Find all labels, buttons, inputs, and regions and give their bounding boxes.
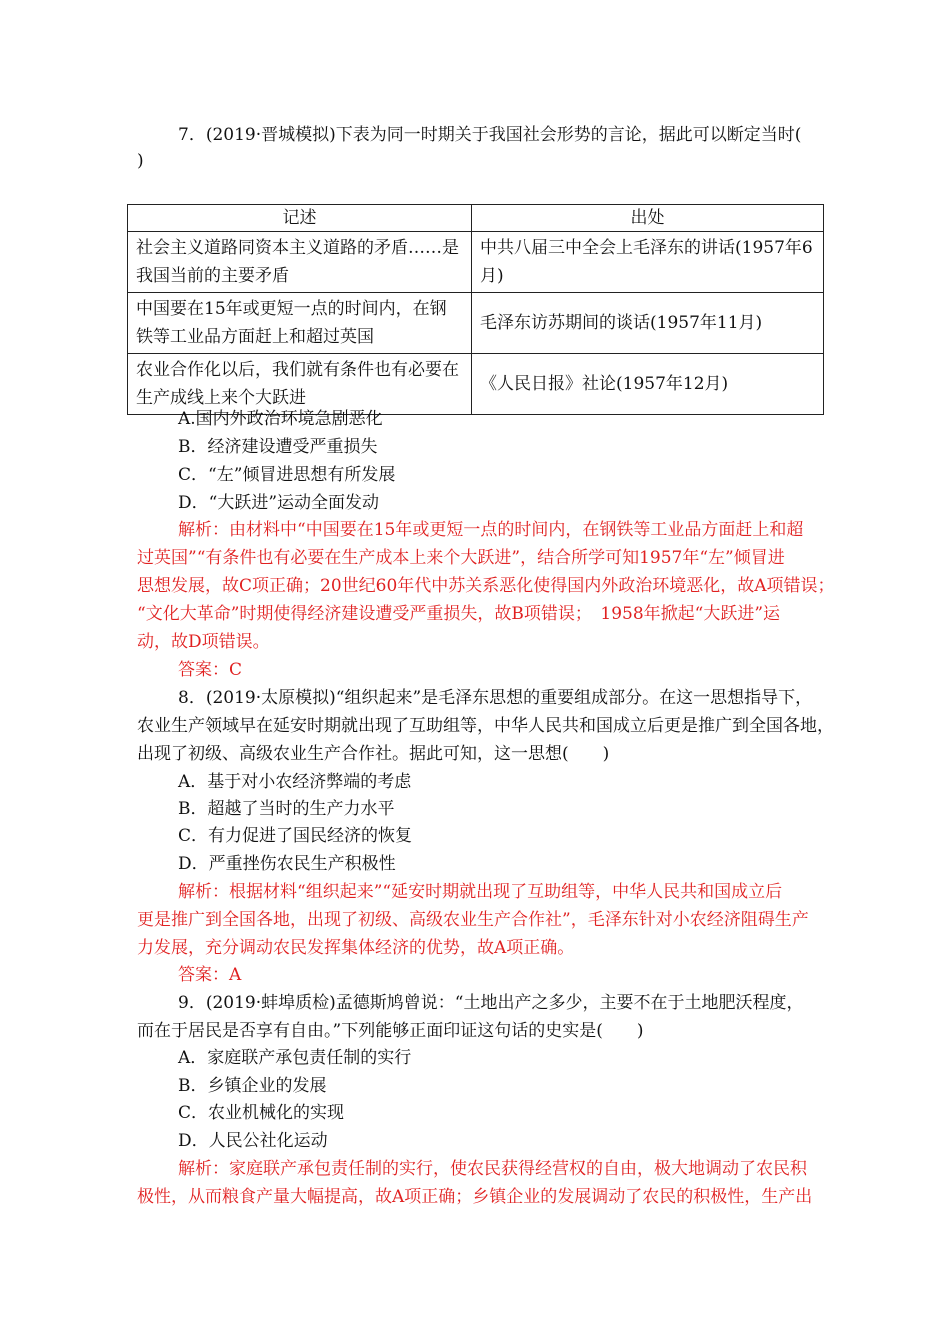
table-row xyxy=(128,354,824,415)
q9-option-a: A．家庭联产承包责任制的实行 xyxy=(178,1048,412,1068)
q9-option-c: C．农业机械化的实现 xyxy=(178,1103,345,1123)
q8-answer: 答案：A xyxy=(178,965,242,985)
q8-stem-line: 农业生产领域早在延安时期就出现了互助组等，中华人民共和国成立后更是推广到全国各地， xyxy=(137,716,834,736)
q7-stem-line1: 7．(2019·晋城模拟)下表为同一时期关于我国社会形势的言论，据此可以断定当时( xyxy=(178,125,802,145)
table-row xyxy=(128,293,824,354)
table-cell-source: 中共八届三中全会上毛泽东的讲话(1957年6月) xyxy=(472,232,824,293)
q7-option-d: D．“大跃进”运动全面发动 xyxy=(178,493,380,513)
q7-analysis-line: 解析：由材料中“中国要在15年或更短一点的时间内，在钢铁等工业品方面赶上和超 xyxy=(178,520,804,540)
q7-option-c: C．“左”倾冒进思想有所发展 xyxy=(178,465,396,485)
q7-analysis-line: 动，故D项错误。 xyxy=(137,632,270,652)
q9-option-b: B．乡镇企业的发展 xyxy=(178,1076,327,1096)
table-header-record: 记述 xyxy=(128,205,472,232)
q8-analysis-line: 解析：根据材料“组织起来”“延安时期就出现了互助组等，中华人民共和国成立后 xyxy=(178,882,783,902)
q9-analysis-line: 解析：家庭联产承包责任制的实行，使农民获得经营权的自由，极大地调动了农民积 xyxy=(178,1159,807,1179)
q9-analysis-line: 极性，从而粮食产量大幅提高，故A项正确；乡镇企业的发展调动了农民的积极性，生产出 xyxy=(137,1187,813,1207)
q7-analysis-line: 过英国”“有条件也有必要在生产成本上来个大跃进”，结合所学可知1957年“左”倾冒进 xyxy=(137,548,785,568)
table-header-source: 出处 xyxy=(472,205,824,232)
q8-option-a: A．基于对小农经济弊端的考虑 xyxy=(178,772,412,792)
q8-option-d: D．严重挫伤农民生产积极性 xyxy=(178,854,396,874)
table-cell-source: 《人民日报》社论(1957年12月) xyxy=(472,354,824,415)
q7-option-a: A.国内外政治环境急剧恶化 xyxy=(178,409,383,429)
q9-stem-line: 9．(2019·蚌埠质检)孟德斯鸠曾说：“土地出产之多少，主要不在于土地肥沃程度， xyxy=(178,993,804,1013)
table-cell-record: 农业合作化以后，我们就有条件也有必要在生产成线上来个大跃进 xyxy=(128,354,472,415)
q8-stem-line: 8．(2019·太原模拟)“组织起来”是毛泽东思想的重要组成部分。在这一思想指导下， xyxy=(178,688,813,708)
table-cell-record: 中国要在15年或更短一点的时间内，在钢铁等工业品方面赶上和超过英国 xyxy=(128,293,472,354)
q9-stem-line: 而在于居民是否享有自由。”下列能够正面印证这句话的史实是( ) xyxy=(137,1021,644,1041)
q7-option-b: B．经济建设遭受严重损失 xyxy=(178,437,378,457)
q7-analysis-line: 思想发展，故C项正确；20世纪60年代中苏关系恶化使得国内外政治环境恶化，故A项错误； xyxy=(137,576,835,596)
q7-stem-line2: ) xyxy=(137,151,144,171)
table-cell-record: 社会主义道路同资本主义道路的矛盾……是我国当前的主要矛盾 xyxy=(128,232,472,293)
table-cell-source: 毛泽东访苏期间的谈话(1957年11月) xyxy=(472,293,824,354)
table-row xyxy=(128,232,824,293)
q7-analysis-line: “文化大革命”时期使得经济建设遭受严重损失，故B项错误； 1958年掀起“大跃进”运 xyxy=(137,604,781,624)
table-header-row xyxy=(128,205,824,232)
q7-answer: 答案：C xyxy=(178,660,243,680)
q9-option-d: D．人民公社化运动 xyxy=(178,1131,328,1151)
q8-option-b: B．超越了当时的生产力水平 xyxy=(178,799,395,819)
q8-analysis-line: 更是推广到全国各地，出现了初级、高级农业生产合作社”，毛泽东针对小农经济阻碍生产 xyxy=(137,910,809,930)
q8-stem-line: 出现了初级、高级农业生产合作社。据此可知，这一思想( ) xyxy=(137,744,610,764)
q8-analysis-line: 力发展，充分调动农民发挥集体经济的优势，故A项正确。 xyxy=(137,938,575,958)
q8-option-c: C．有力促进了国民经济的恢复 xyxy=(178,826,413,846)
q7-source-table xyxy=(127,204,824,415)
